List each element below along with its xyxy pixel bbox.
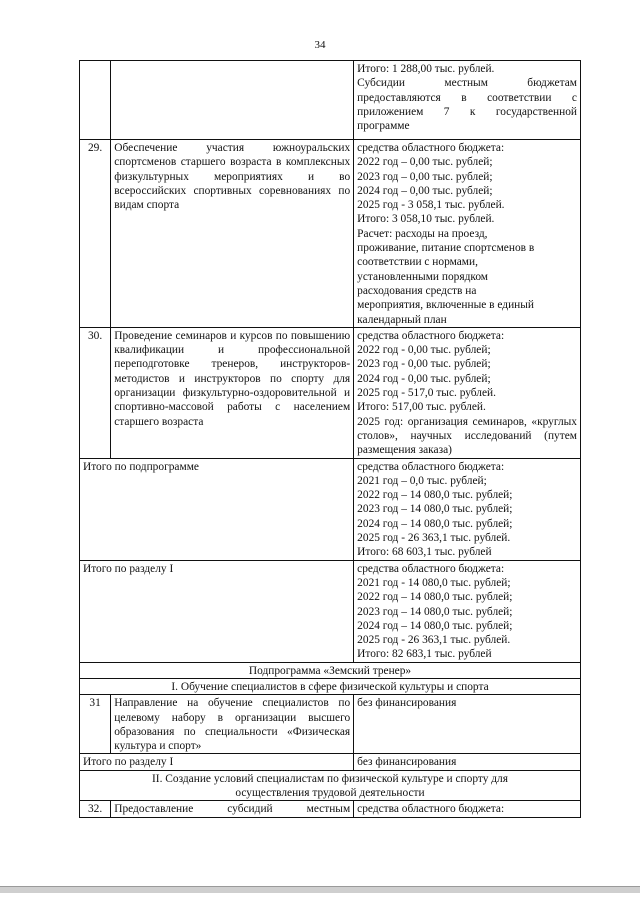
- funding-line: 2023 год - 0,00 тыс. рублей;: [357, 358, 491, 371]
- table-row: [80, 678, 581, 694]
- row-number: 30.: [80, 327, 111, 458]
- funding-line: Итого: 68 603,1 тыс. рублей: [357, 546, 492, 559]
- funding-line: 2025 год - 26 363,1 тыс. рублей.: [357, 634, 511, 647]
- table-row: [80, 458, 581, 560]
- section-total-label: Итого по разделу I: [80, 560, 354, 662]
- funding-line: 2023 год – 0,00 тыс. рублей;: [357, 170, 493, 183]
- funding-line: 2025 год - 3 058,1 тыс. рублей.: [357, 199, 505, 212]
- funding-line: средства областного бюджета:: [357, 329, 505, 342]
- page-number: 34: [314, 39, 326, 51]
- funding-cell: [354, 140, 581, 328]
- table-row: [80, 801, 581, 817]
- section-total-label: Итого по разделу I: [80, 754, 354, 770]
- table-row: [80, 61, 581, 140]
- section-heading: [80, 770, 581, 801]
- funding-cell: [354, 327, 581, 458]
- funding-line: Итого: 517,00 тыс. рублей.: [357, 401, 486, 414]
- table-row: [80, 754, 581, 770]
- funding-line: установленными порядком: [357, 270, 489, 283]
- funding-line: 2022 год – 14 080,0 тыс. рублей;: [357, 591, 513, 604]
- funding-line: соответствии с нормами,: [357, 256, 478, 269]
- funding-cell: без финансирования: [354, 695, 581, 754]
- scan-footer-edge: [0, 886, 640, 893]
- funding-line: 2025 год - 26 363,1 тыс. рублей.: [357, 532, 511, 545]
- funding-line: 2024 год – 14 080,0 тыс. рублей;: [357, 619, 513, 632]
- subprogram-heading: Подпрограмма «Земский тренер»: [80, 662, 581, 678]
- funding-line: 2023 год – 14 080,0 тыс. рублей;: [357, 503, 513, 516]
- funding-line: 2023 год – 14 080,0 тыс. рублей;: [357, 605, 513, 618]
- row-number: 31: [80, 695, 111, 754]
- funding-cell: [354, 61, 581, 140]
- activity-name: Проведение семинаров и курсов по повышению квалификации и профессиональной переподготовке тренеров, инструкторов-методистов и инструкторов по спорту для организации физкультурно-оздоровительной и спортивно-массовой работы с населением старшего возраста: [111, 327, 354, 458]
- activity-name: Предоставление субсидий местным: [111, 801, 354, 817]
- table-row: [80, 770, 581, 801]
- funding-line: проживание, питание спортсменов в: [357, 242, 535, 255]
- funding-line: расходования средств на: [357, 284, 477, 297]
- funding-cell: средства областного бюджета:: [354, 801, 581, 817]
- row-number: [80, 61, 111, 140]
- funding-total: Итого: 1 288,00 тыс. рублей.: [357, 63, 495, 75]
- row-number: 29.: [80, 140, 111, 328]
- funding-line: средства областного бюджета:: [357, 562, 505, 575]
- funding-line: календарный план: [357, 313, 447, 326]
- table-row: [80, 695, 581, 754]
- table-row: [80, 662, 581, 678]
- activity-name: [111, 61, 354, 140]
- table-row: [80, 327, 581, 458]
- activity-name: Обеспечение участия южноуральских спортсменов старшего возраста в комплексных физкультурных мероприятиях и во всероссийских спортивных соревнованиях по видам спорта: [111, 140, 354, 328]
- table-row: [80, 140, 581, 328]
- funding-line: 2024 год - 0,00 тыс. рублей;: [357, 372, 491, 385]
- funding-line: мероприятия, включенные в единый: [357, 299, 535, 312]
- funding-line: 2024 год – 14 080,0 тыс. рублей;: [357, 517, 513, 530]
- funding-line: 2022 год - 0,00 тыс. рублей;: [357, 344, 491, 357]
- funding-line: 2021 год - 14 080,0 тыс. рублей;: [357, 576, 511, 589]
- funding-line: Итого: 3 058,10 тыс. рублей.: [357, 213, 495, 226]
- subprogram-total-label: Итого по подпрограмме: [80, 458, 354, 560]
- funding-line: Расчет: расходы на проезд,: [357, 227, 488, 240]
- funding-note: 2025 год: организация семинаров, «круглых столов», научных исследований (путем размещения заказа): [357, 415, 577, 457]
- funding-line: Итого: 82 683,1 тыс. рублей: [357, 648, 492, 661]
- funding-cell: [354, 560, 581, 662]
- section-heading-line: II. Создание условий специалистам по физической культуре и спорту для: [152, 772, 508, 785]
- funding-line: 2021 год – 0,0 тыс. рублей;: [357, 474, 487, 487]
- funding-line: 2024 год – 0,00 тыс. рублей;: [357, 184, 493, 197]
- funding-line: 2022 год – 14 080,0 тыс. рублей;: [357, 489, 513, 502]
- funding-cell: без финансирования: [354, 754, 581, 770]
- funding-line: 2025 год - 517,0 тыс. рублей.: [357, 387, 496, 400]
- row-number: 32.: [80, 801, 111, 817]
- funding-note: Субсидии местным бюджетам предоставляются в соответствии с приложением 7 к государственной программе: [357, 77, 577, 133]
- funding-line: средства областного бюджета:: [357, 142, 505, 154]
- program-activities-table: [79, 60, 581, 818]
- table-row: [80, 560, 581, 662]
- section-heading-line: осуществления трудовой деятельности: [235, 787, 425, 800]
- funding-line: средства областного бюджета:: [357, 460, 505, 473]
- activity-name: Направление на обучение специалистов по целевому набору в организации высшего образования по специальности «Физическая культура и спорт»: [111, 695, 354, 754]
- funding-line: 2022 год – 0,00 тыс. рублей;: [357, 156, 493, 169]
- section-heading: I. Обучение специалистов в сфере физической культуры и спорта: [80, 678, 581, 694]
- funding-cell: [354, 458, 581, 560]
